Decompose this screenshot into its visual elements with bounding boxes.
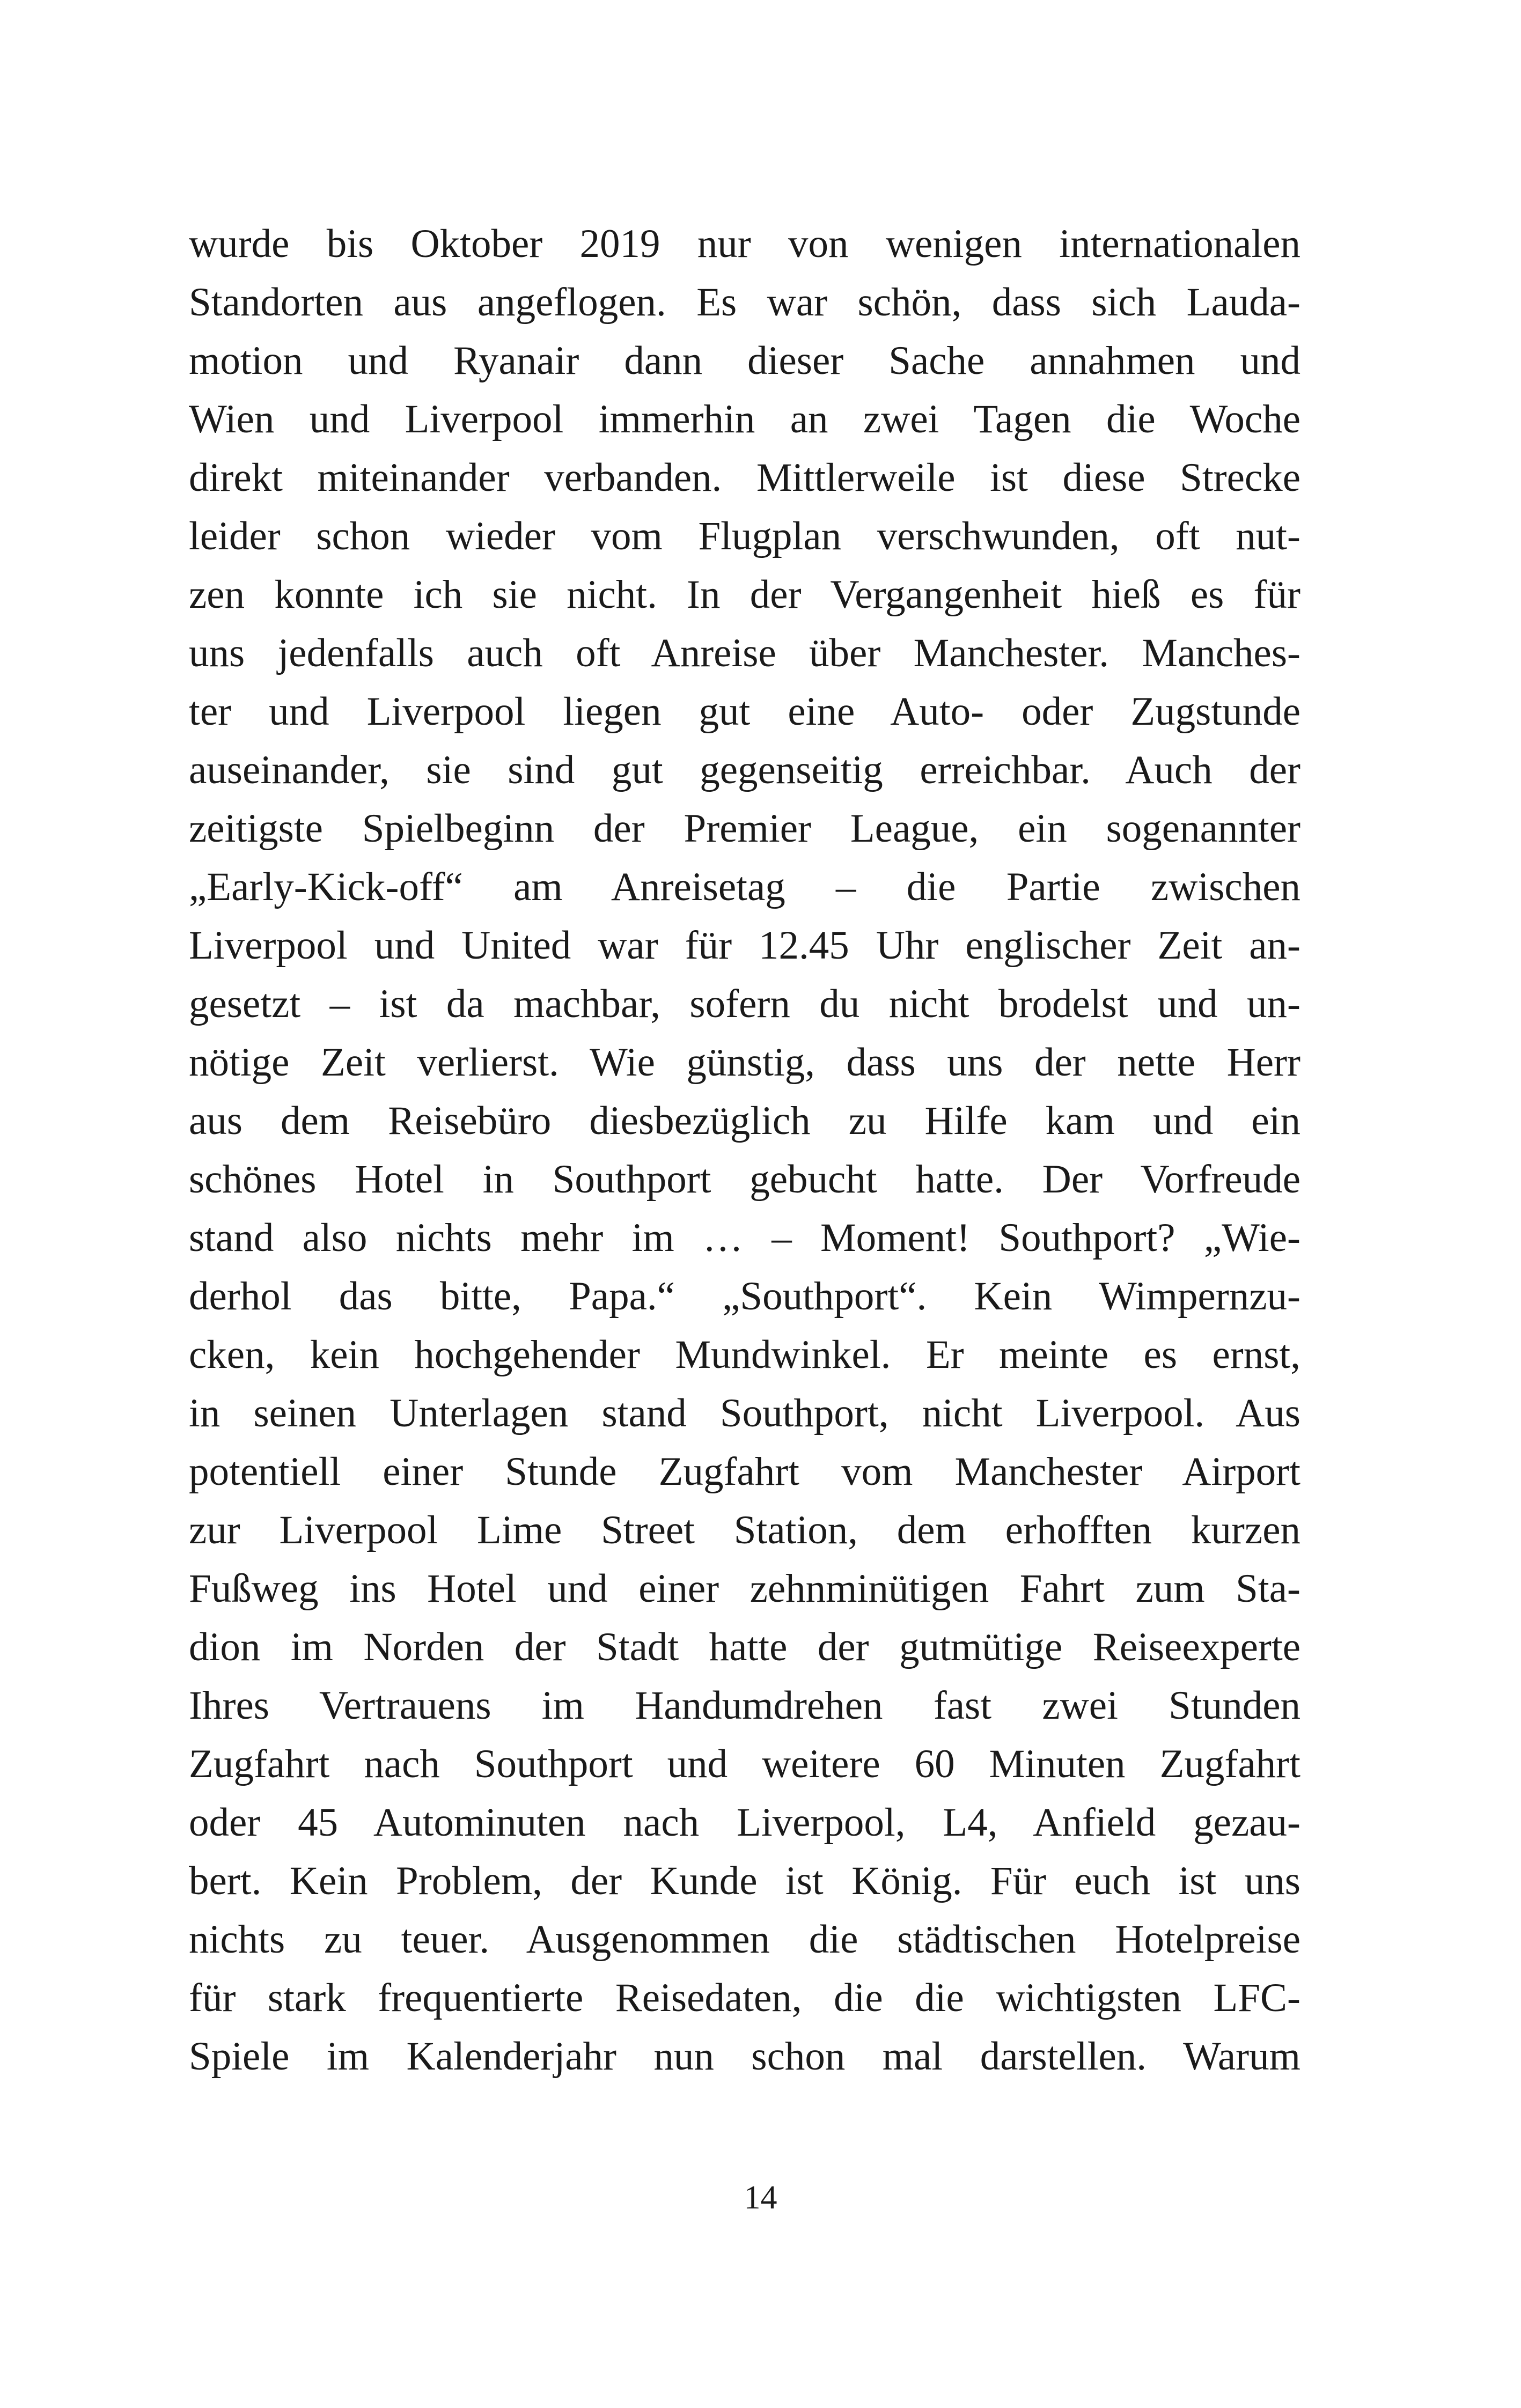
text-line: oder 45 Autominuten nach Liverpool, L4, Anfield gezau- bbox=[189, 1800, 1300, 1845]
text-line: zen konnte ich sie nicht. In der Vergangenheit hieß es für bbox=[189, 572, 1300, 617]
text-line: ter und Liverpool liegen gut eine Auto- oder Zugstunde bbox=[189, 689, 1300, 734]
text-line: cken, kein hochgehender Mundwinkel. Er meinte es ernst, bbox=[189, 1332, 1300, 1377]
text-line: leider schon wieder vom Flugplan verschwunden, oft nut- bbox=[189, 514, 1300, 558]
text-line: Fußweg ins Hotel und einer zehnminütigen Fahrt zum Sta- bbox=[189, 1566, 1300, 1611]
text-line: für stark frequentierte Reisedaten, die die wichtigsten LFC- bbox=[189, 1976, 1300, 2020]
text-line: Standorten aus angeflogen. Es war schön, dass sich Lauda- bbox=[189, 280, 1300, 325]
text-line: dion im Norden der Stadt hatte der gutmütige Reiseexperte bbox=[189, 1625, 1300, 1669]
text-line: Liverpool und United war für 12.45 Uhr englischer Zeit an- bbox=[189, 923, 1300, 968]
text-line: in seinen Unterlagen stand Southport, nicht Liverpool. Aus bbox=[189, 1391, 1300, 1435]
text-line: zur Liverpool Lime Street Station, dem erhofften kurzen bbox=[189, 1508, 1300, 1552]
page-number: 14 bbox=[744, 2179, 777, 2216]
text-line: stand also nichts mehr im … – Moment! Southport? „Wie- bbox=[189, 1216, 1300, 1260]
text-line: derhol das bitte, Papa.“ „Southport“. Kein Wimpernzu- bbox=[189, 1274, 1300, 1319]
text-line: Ihres Vertrauens im Handumdrehen fast zwei Stunden bbox=[189, 1683, 1300, 1728]
text-line: potentiell einer Stunde Zugfahrt vom Manchester Airport bbox=[189, 1449, 1300, 1494]
body-text bbox=[189, 215, 1300, 2086]
text-line: Wien und Liverpool immerhin an zwei Tagen die Woche bbox=[189, 397, 1300, 441]
text-line: „Early-Kick-off“ am Anreisetag – die Partie zwischen bbox=[189, 865, 1300, 909]
text-line: auseinander, sie sind gut gegenseitig erreichbar. Auch der bbox=[189, 748, 1300, 792]
text-line: schönes Hotel in Southport gebucht hatte. Der Vorfreude bbox=[189, 1157, 1300, 1202]
text-line: uns jedenfalls auch oft Anreise über Manchester. Manches- bbox=[189, 631, 1300, 675]
text-line: gesetzt – ist da machbar, sofern du nicht brodelst und un- bbox=[189, 982, 1300, 1026]
text-line: wurde bis Oktober 2019 nur von wenigen internationalen bbox=[189, 222, 1300, 266]
text-line: nötige Zeit verlierst. Wie günstig, dass uns der nette Herr bbox=[189, 1040, 1300, 1085]
text-line: nichts zu teuer. Ausgenommen die städtischen Hotelpreise bbox=[189, 1917, 1300, 1962]
text-line: direkt miteinander verbanden. Mittlerweile ist diese Strecke bbox=[189, 455, 1300, 500]
text-line: motion und Ryanair dann dieser Sache annahmen und bbox=[189, 338, 1300, 383]
text-line: Spiele im Kalenderjahr nun schon mal darstellen. Warum bbox=[189, 2034, 1300, 2079]
text-line: Zugfahrt nach Southport und weitere 60 Minuten Zugfahrt bbox=[189, 1742, 1300, 1786]
text-line: aus dem Reisebüro diesbezüglich zu Hilfe kam und ein bbox=[189, 1099, 1300, 1143]
text-line: zeitigste Spielbeginn der Premier League, ein sogenannter bbox=[189, 806, 1300, 851]
text-line: bert. Kein Problem, der Kunde ist König. Für euch ist uns bbox=[189, 1859, 1300, 1903]
